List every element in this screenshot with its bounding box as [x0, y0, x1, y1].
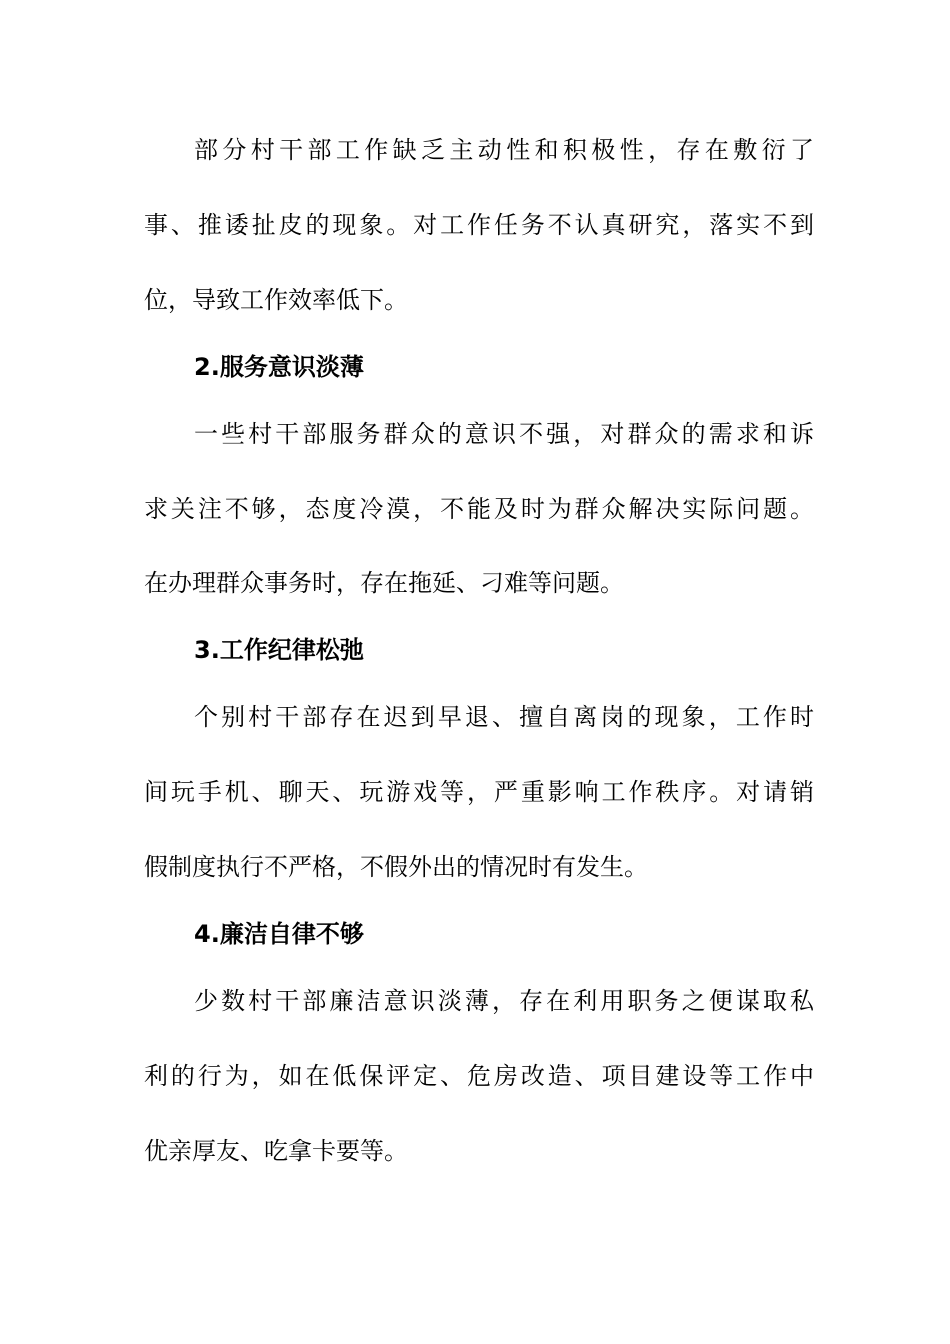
- paragraph-2-line-1: 一些村干部服务群众的意识不强，对群众的需求和诉: [194, 420, 814, 448]
- paragraph-3-line-1: 个别村干部存在迟到早退、擅自离岗的现象，工作时: [194, 703, 814, 731]
- paragraph-3-line-3: 假制度执行不严格，不假外出的情况时有发生。: [144, 853, 648, 881]
- paragraph-1-line-3: 位，导致工作效率低下。: [144, 286, 408, 314]
- paragraph-4-line-1: 少数村干部廉洁意识淡薄，存在利用职务之便谋取私: [194, 987, 814, 1015]
- paragraph-4-line-3: 优亲厚友、吃拿卡要等。: [144, 1137, 408, 1165]
- paragraph-2-line-2: 求关注不够，态度冷漠，不能及时为群众解决实际问题。: [144, 495, 814, 523]
- section-heading-3: 3.工作纪律松弛: [194, 636, 364, 664]
- paragraph-3-line-2: 间玩手机、聊天、玩游戏等，严重影响工作秩序。对请销: [144, 778, 814, 806]
- paragraph-4-line-2: 利的行为，如在低保评定、危房改造、项目建设等工作中: [144, 1062, 814, 1090]
- paragraph-1-line-1: 部分村干部工作缺乏主动性和积极性，存在敷衍了: [194, 136, 814, 164]
- section-heading-4: 4.廉洁自律不够: [194, 920, 364, 948]
- paragraph-2-line-3: 在办理群众事务时，存在拖延、刁难等问题。: [144, 569, 624, 597]
- paragraph-1-line-2: 事、推诿扯皮的现象。对工作任务不认真研究，落实不到: [144, 211, 814, 239]
- section-heading-2: 2.服务意识淡薄: [194, 353, 364, 381]
